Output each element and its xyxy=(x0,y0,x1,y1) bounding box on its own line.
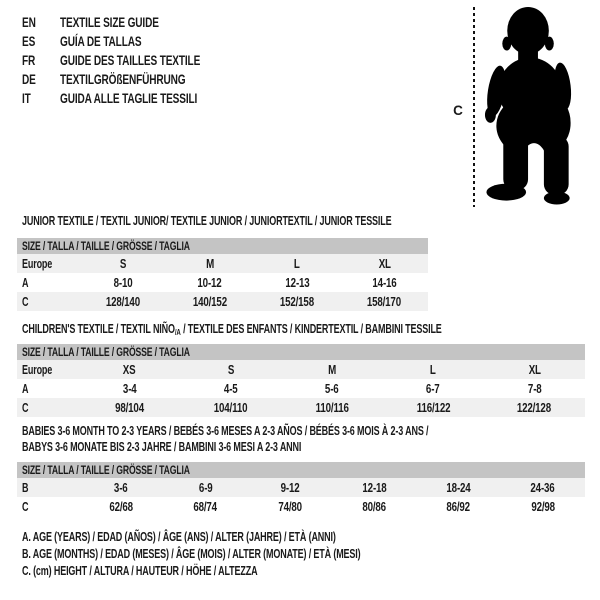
language-title: GUÍA DE TALLAS xyxy=(60,32,142,49)
height-measure-dashed-line xyxy=(473,7,475,207)
age-cell: 3-4 xyxy=(122,381,137,396)
junior-section-title-text: JUNIOR TEXTILE / TEXTIL JUNIOR/ TEXTILE JUNIOR / JUNIORTEXTIL / JUNIOR TESSILE xyxy=(22,214,392,228)
size-cell: XL xyxy=(378,256,391,271)
height-cell: 152/158 xyxy=(280,294,315,309)
row-label: Europe xyxy=(22,362,53,377)
height-cell: 122/128 xyxy=(517,400,552,415)
height-cell: 104/110 xyxy=(213,400,248,415)
height-cell: 110/116 xyxy=(315,400,349,415)
height-cell: 86/92 xyxy=(446,499,471,514)
babies-title-line2: BABYS 3-6 MONATE BIS 2-3 JAHRE / BAMBINI 3-6 MESI A 2-3 ANNI xyxy=(22,440,302,454)
size-cell: M xyxy=(327,362,336,377)
height-cell: 140/152 xyxy=(192,294,227,309)
age-cell: 14-16 xyxy=(372,275,397,290)
size-header-bar xyxy=(17,462,585,478)
row-label: A xyxy=(22,275,29,290)
age-cell: 18-24 xyxy=(446,480,471,495)
row-label: Europe xyxy=(22,256,53,271)
size-header-text: SIZE / TALLA / TAILLE / GRÖSSE / TAGLIA xyxy=(22,463,190,477)
height-cell: 158/170 xyxy=(367,294,402,309)
row-label: C xyxy=(22,294,29,309)
age-cell: 7-8 xyxy=(527,381,542,396)
language-title: TEXTILGRÖßENFÜHRUNG xyxy=(60,70,186,87)
height-measure-label: C xyxy=(453,103,463,118)
height-cell: 74/80 xyxy=(278,499,302,514)
table-row-age xyxy=(17,273,428,292)
babies-title-line1: BABIES 3-6 MONTH TO 2-3 YEARS / BEBÉS 3-6 MESES A 2-3 AÑOS / BÉBÉS 3-6 MOIS À 2-3 ANS / xyxy=(22,424,429,438)
language-code: DE xyxy=(22,70,36,87)
age-cell: 6-7 xyxy=(426,381,441,396)
size-cell: M xyxy=(205,256,214,271)
table-row-europe xyxy=(17,360,585,379)
language-row-fr xyxy=(22,50,255,69)
height-cell: 98/104 xyxy=(115,400,145,415)
row-label: B xyxy=(22,480,29,495)
toddler-silhouette-icon xyxy=(483,4,583,207)
footnote-c xyxy=(22,563,492,580)
language-row-de xyxy=(22,69,255,88)
table-row-height xyxy=(17,292,428,311)
row-label: C xyxy=(22,499,29,514)
language-code: ES xyxy=(22,32,36,49)
height-cell: 62/68 xyxy=(109,499,133,514)
size-cell: S xyxy=(119,256,126,271)
size-cell: L xyxy=(294,256,301,271)
size-cell: L xyxy=(430,362,437,377)
age-cell: 9-12 xyxy=(280,480,300,495)
table-row-height xyxy=(17,497,585,516)
size-header-bar xyxy=(17,238,428,254)
height-cell: 92/98 xyxy=(531,499,555,514)
title-subscript: /A xyxy=(174,327,181,337)
age-cell: 24-36 xyxy=(530,480,555,495)
height-cell: 116/122 xyxy=(416,400,451,415)
children-section-title-text xyxy=(22,321,442,340)
size-header-bar xyxy=(17,344,585,360)
language-title: TEXTILE SIZE GUIDE xyxy=(60,13,159,30)
title-post: / TEXTILE DES ENFANTS / KINDERTEXTIL / BAMBINI TESSILE xyxy=(180,322,442,336)
children-size-table xyxy=(17,344,585,417)
language-title: GUIDE DES TAILLES TEXTILE xyxy=(60,51,201,68)
language-list xyxy=(22,12,255,107)
language-code: IT xyxy=(22,89,31,106)
age-cell: 6-9 xyxy=(198,480,213,495)
footnote-b-text: B. AGE (MONTHS) / EDAD (MESES) / ÂGE (MOIS) / ALTER (MONATE) / ETÀ (MESI) xyxy=(22,547,361,561)
height-cell: 80/86 xyxy=(362,499,386,514)
age-cell: 8-10 xyxy=(113,275,133,290)
babies-size-table xyxy=(17,462,585,516)
height-cell: 128/140 xyxy=(105,294,140,309)
language-code: EN xyxy=(22,13,36,30)
language-title: GUIDA ALLE TAGLIE TESSILI xyxy=(60,89,198,106)
language-row-it xyxy=(22,88,255,107)
table-row-age xyxy=(17,379,585,398)
footnote-b xyxy=(22,546,492,563)
size-cell: XL xyxy=(528,362,541,377)
babies-section-title xyxy=(22,423,586,455)
size-cell: XS xyxy=(123,362,136,377)
table-row-height xyxy=(17,398,585,417)
age-cell: 12-18 xyxy=(362,480,387,495)
title-pre: CHILDREN'S TEXTILE / TEXTIL NIÑO xyxy=(22,322,175,336)
junior-size-table xyxy=(17,238,428,311)
junior-section-title xyxy=(22,213,535,229)
row-label: A xyxy=(22,381,29,396)
children-section-title xyxy=(22,321,600,340)
size-header-text: SIZE / TALLA / TAILLE / GRÖSSE / TAGLIA xyxy=(22,345,190,359)
row-label: C xyxy=(22,400,29,415)
height-cell: 68/74 xyxy=(193,499,218,514)
size-header-text: SIZE / TALLA / TAILLE / GRÖSSE / TAGLIA xyxy=(22,239,190,253)
language-row-en xyxy=(22,12,255,31)
age-cell: 5-6 xyxy=(325,381,339,396)
language-row-es xyxy=(22,31,255,50)
table-row-age-months xyxy=(17,478,585,497)
footnotes xyxy=(22,529,492,580)
language-code: FR xyxy=(22,51,36,68)
footnote-c-text: C. (cm) HEIGHT / ALTURA / HAUTEUR / HÖHE / ALTEZZA xyxy=(22,564,258,578)
size-cell: S xyxy=(227,362,234,377)
age-cell: 3-6 xyxy=(114,480,128,495)
footnote-a xyxy=(22,529,492,546)
table-row-europe xyxy=(17,254,428,273)
footnote-a-text: A. AGE (YEARS) / EDAD (AÑOS) / ÂGE (ANS) / ALTER (JAHRE) / ETÀ (ANNI) xyxy=(22,530,336,544)
age-cell: 4-5 xyxy=(223,381,238,396)
age-cell: 12-13 xyxy=(285,275,310,290)
age-cell: 10-12 xyxy=(197,275,222,290)
